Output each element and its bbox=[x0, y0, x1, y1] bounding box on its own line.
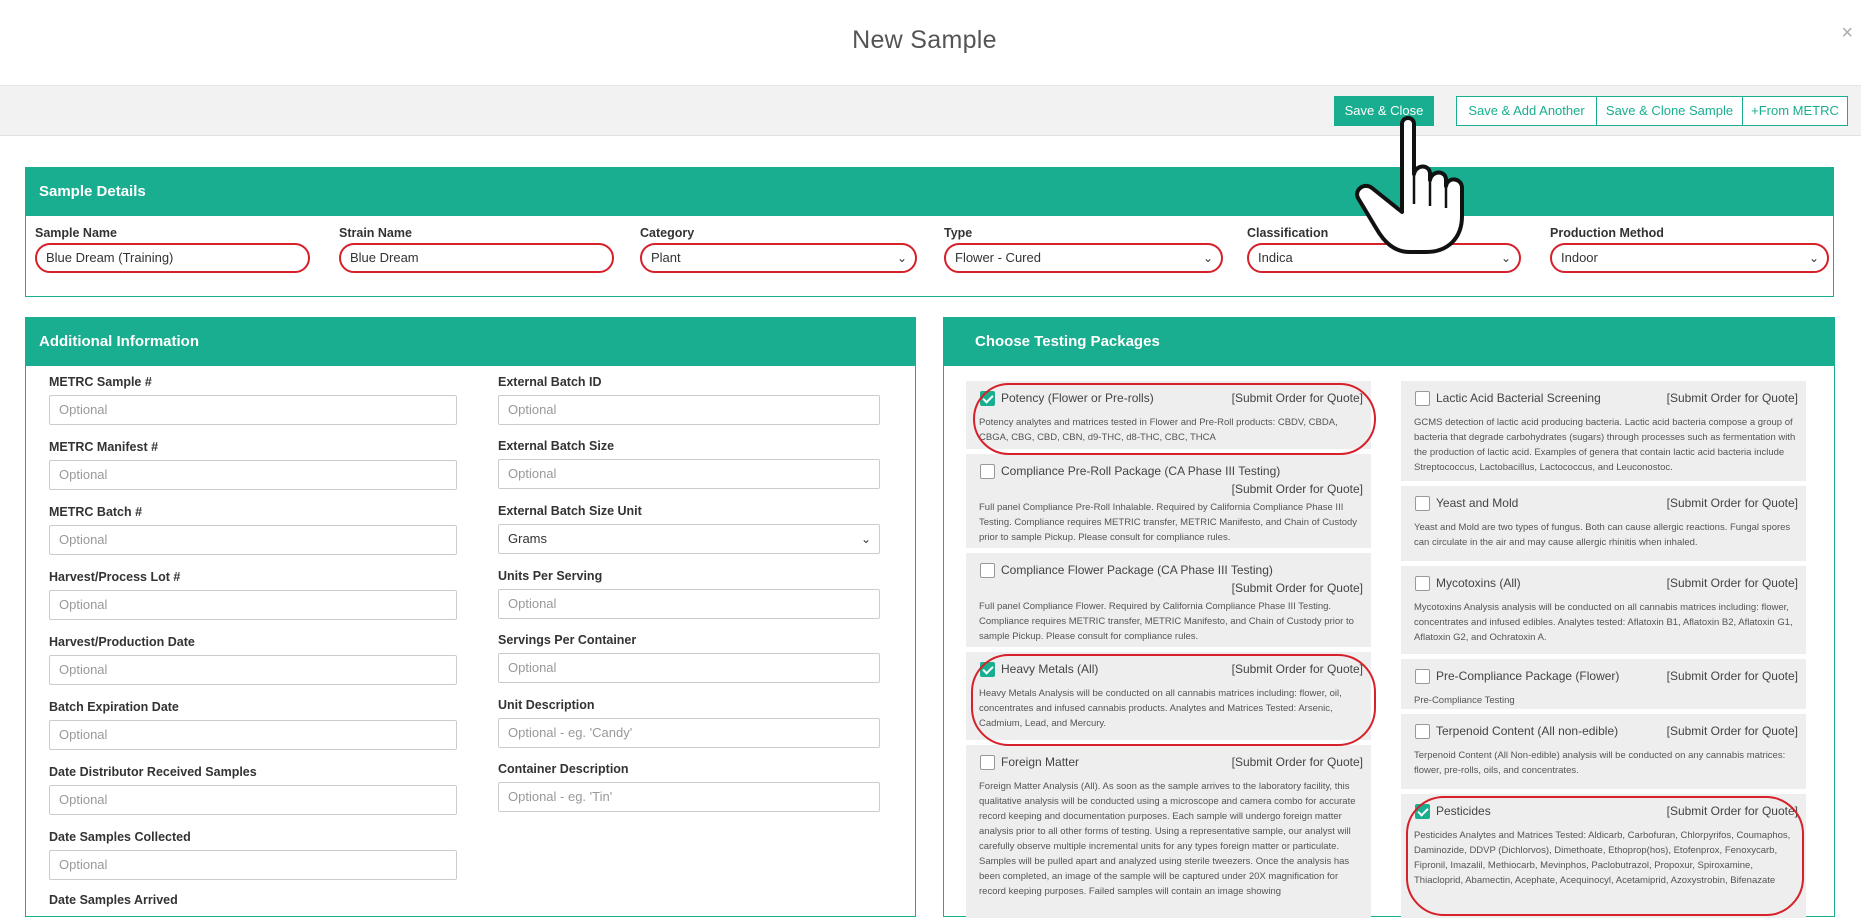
package-description: Foreign Matter Analysis (All). As soon as the sample arrives to the laboratory facility, this qualitative analysis will be conducted using a microscope and camera combo for accurate record keeping and documentation purposes. Each sample will undergo foreign matter analysis prior to all other forms of testing. Using a representative sample, our analyst will carefully observe multiple incremental units for any types foreign matter or particulate. Samples will be pulled apart and analyzed using sterile tweezers. Once the analysis has been completed, an image of the sample will be captured under 20X magnification for record keeping purposes. Failed samples will contain an image showing bbox=[979, 781, 1356, 897]
package-description: Pre-Compliance Testing bbox=[1414, 695, 1515, 706]
package-mycotoxins[interactable] bbox=[1401, 566, 1806, 654]
type-label: Type bbox=[944, 226, 973, 240]
package-description: Full panel Compliance Flower. Required by California Compliance Phase III Testing. Compliance requires METRIC transfer, METRIC Manifesto, and Chain of Custody prior to sample Pickup. Please consult for compliance rules. bbox=[979, 601, 1354, 642]
external-batch-id-input[interactable]: Optional bbox=[498, 395, 880, 425]
modal-header bbox=[0, 0, 1861, 86]
package-checkbox[interactable] bbox=[1415, 724, 1430, 739]
units-per-serving-input[interactable]: Optional bbox=[498, 589, 880, 619]
metrc-sample-input[interactable]: Optional bbox=[49, 395, 457, 425]
chevron-down-icon: ⌄ bbox=[1202, 251, 1213, 265]
external-batch-size-unit-label: External Batch Size Unit bbox=[498, 504, 642, 518]
package-lactic-acid[interactable] bbox=[1401, 381, 1806, 481]
production-method-value: Indoor bbox=[1561, 250, 1598, 265]
hand-pointer-icon bbox=[1352, 112, 1472, 262]
package-compliance-preroll[interactable] bbox=[966, 454, 1371, 548]
package-checkbox[interactable] bbox=[980, 563, 995, 578]
package-title: Compliance Flower Package (CA Phase III Testing) bbox=[1001, 563, 1273, 577]
distributor-received-label: Date Distributor Received Samples bbox=[49, 765, 257, 779]
package-description: Mycotoxins Analysis analysis will be conducted on all cannabis matrices including: flower, concentrates and infused edibles. Analytes tested: Aflatoxin B1, Aflatoxin B2, Aflatoxin G1, Aflatoxin G2, and Ochratoxin A. bbox=[1414, 602, 1793, 643]
package-quote: [Submit Order for Quote] bbox=[1231, 482, 1363, 496]
package-foreign-matter[interactable] bbox=[966, 745, 1371, 918]
package-quote: [Submit Order for Quote] bbox=[1666, 669, 1798, 683]
category-value: Plant bbox=[651, 250, 681, 265]
package-quote: [Submit Order for Quote] bbox=[1666, 496, 1798, 510]
testing-packages-heading: Choose Testing Packages bbox=[944, 318, 1834, 366]
close-icon[interactable]: × bbox=[1841, 22, 1853, 44]
external-batch-size-unit-select[interactable] bbox=[498, 524, 880, 554]
package-checkbox[interactable] bbox=[1415, 576, 1430, 591]
category-label: Category bbox=[640, 226, 695, 240]
samples-collected-input[interactable]: Optional bbox=[49, 850, 457, 880]
samples-arrived-label: Date Samples Arrived bbox=[49, 893, 178, 907]
distributor-received-input[interactable]: Optional bbox=[49, 785, 457, 815]
units-per-serving-label: Units Per Serving bbox=[498, 569, 603, 583]
package-title: Terpenoid Content (All non-edible) bbox=[1436, 724, 1619, 738]
package-potency[interactable] bbox=[966, 381, 1371, 449]
production-method-select[interactable] bbox=[1550, 243, 1829, 273]
package-quote: [Submit Order for Quote] bbox=[1666, 391, 1798, 405]
unit-description-label: Unit Description bbox=[498, 698, 595, 712]
sample-name-label: Sample Name bbox=[35, 226, 117, 240]
package-description: Full panel Compliance Pre-Roll Inhalable. Required by California Compliance Phase III Testing. Compliance requires METRIC transfer, METRIC Manifesto, and Chain of Custody prior to sample Pickup. Please consult for compliance rules. bbox=[979, 502, 1358, 543]
package-checkbox[interactable] bbox=[1415, 669, 1430, 684]
classification-value: Indica bbox=[1258, 250, 1293, 265]
from-metrc-button[interactable]: +From METRC bbox=[1742, 96, 1848, 126]
testing-packages-panel bbox=[943, 317, 1835, 917]
package-quote: [Submit Order for Quote] bbox=[1666, 724, 1798, 738]
container-description-label: Container Description bbox=[498, 762, 629, 776]
samples-collected-label: Date Samples Collected bbox=[49, 830, 191, 844]
additional-information-panel bbox=[25, 317, 916, 917]
package-terpenoid[interactable] bbox=[1401, 714, 1806, 789]
save-add-another-button[interactable]: Save & Add Another bbox=[1456, 96, 1597, 126]
category-select[interactable] bbox=[640, 243, 917, 273]
save-clone-sample-button[interactable]: Save & Clone Sample bbox=[1596, 96, 1743, 126]
save-close-button[interactable]: Save & Close bbox=[1334, 96, 1434, 126]
metrc-batch-label: METRC Batch # bbox=[49, 505, 143, 519]
modal-body bbox=[0, 136, 1861, 907]
unit-description-input[interactable]: Optional - eg. 'Candy' bbox=[498, 718, 880, 748]
package-checkbox[interactable] bbox=[1415, 804, 1430, 819]
package-description: Potency analytes and matrices tested in Flower and Pre-Roll products: CBDV, CBDA, CBGA, CBG, CBD, CBN, d9-THC, d8-THC, CBC, THCA bbox=[979, 417, 1338, 443]
package-heavy-metals[interactable] bbox=[966, 652, 1371, 740]
package-description: GCMS detection of lactic acid producing bacteria. Lactic acid bacteria compose a group of bacteria that degrade carbohydrates (sugars) through processes such as fermentation with the production of lactic acid. Examples of genera that contain lactic acid bacteria include Streptococcus, Lactobacillus, Lactococcus, and Leuconostoc. bbox=[1414, 417, 1796, 473]
package-title: Pre-Compliance Package (Flower) bbox=[1436, 669, 1620, 683]
package-checkbox[interactable] bbox=[1415, 496, 1430, 511]
package-quote: [Submit Order for Quote] bbox=[1231, 391, 1363, 405]
metrc-batch-input[interactable]: Optional bbox=[49, 525, 457, 555]
package-quote: [Submit Order for Quote] bbox=[1231, 662, 1363, 676]
external-batch-size-unit-value: Grams bbox=[508, 531, 547, 546]
package-title: Heavy Metals (All) bbox=[1001, 662, 1099, 676]
production-method-label: Production Method bbox=[1550, 226, 1664, 240]
external-batch-id-label: External Batch ID bbox=[498, 375, 602, 389]
package-description: Terpenoid Content (All Non-edible) analysis will be conducted on any cannabis matrices: flower, pre-rolls, oils, and concentrates. bbox=[1414, 750, 1786, 776]
package-pre-compliance[interactable] bbox=[1401, 659, 1806, 709]
harvest-date-input[interactable]: Optional bbox=[49, 655, 457, 685]
harvest-lot-input[interactable]: Optional bbox=[49, 590, 457, 620]
package-title: Mycotoxins (All) bbox=[1436, 576, 1521, 590]
classification-label: Classification bbox=[1247, 226, 1329, 240]
container-description-input[interactable]: Optional - eg. 'Tin' bbox=[498, 782, 880, 812]
package-title: Lactic Acid Bacterial Screening bbox=[1436, 391, 1601, 405]
package-title: Foreign Matter bbox=[1001, 755, 1080, 769]
strain-name-input[interactable]: Blue Dream bbox=[339, 243, 614, 273]
package-checkbox[interactable] bbox=[1415, 391, 1430, 406]
chevron-down-icon: ⌄ bbox=[1500, 251, 1511, 265]
metrc-manifest-input[interactable]: Optional bbox=[49, 460, 457, 490]
package-title: Yeast and Mold bbox=[1436, 496, 1519, 510]
package-compliance-flower[interactable] bbox=[966, 553, 1371, 647]
type-value: Flower - Cured bbox=[955, 250, 1041, 265]
batch-expiration-label: Batch Expiration Date bbox=[49, 700, 179, 714]
batch-expiration-input[interactable]: Optional bbox=[49, 720, 457, 750]
external-batch-size-label: External Batch Size bbox=[498, 439, 615, 453]
package-checkbox[interactable] bbox=[980, 391, 995, 406]
strain-name-label: Strain Name bbox=[339, 226, 412, 240]
package-yeast-mold[interactable] bbox=[1401, 486, 1806, 561]
chevron-down-icon: ⌄ bbox=[1808, 251, 1819, 265]
modal-title: New Sample bbox=[852, 26, 997, 54]
package-quote: [Submit Order for Quote] bbox=[1231, 581, 1363, 595]
package-quote: [Submit Order for Quote] bbox=[1231, 755, 1363, 769]
servings-per-container-input[interactable]: Optional bbox=[498, 653, 880, 683]
metrc-sample-label: METRC Sample # bbox=[49, 375, 152, 389]
external-batch-size-input[interactable]: Optional bbox=[498, 459, 880, 489]
package-checkbox[interactable] bbox=[980, 662, 995, 677]
additional-information-heading: Additional Information bbox=[26, 318, 915, 366]
type-select[interactable] bbox=[944, 243, 1223, 273]
sample-details-heading: Sample Details bbox=[26, 168, 1833, 216]
chevron-down-icon: ⌄ bbox=[860, 532, 871, 546]
package-title: Potency (Flower or Pre-rolls) bbox=[1001, 391, 1154, 405]
sample-name-input[interactable]: Blue Dream (Training) bbox=[35, 243, 310, 273]
action-toolbar bbox=[0, 86, 1861, 136]
harvest-date-label: Harvest/Production Date bbox=[49, 635, 195, 649]
package-pesticides[interactable] bbox=[1401, 794, 1806, 918]
package-quote: [Submit Order for Quote] bbox=[1666, 804, 1798, 818]
sample-details-panel bbox=[25, 167, 1834, 297]
servings-per-container-label: Servings Per Container bbox=[498, 633, 637, 647]
package-quote: [Submit Order for Quote] bbox=[1666, 576, 1798, 590]
package-description: Heavy Metals Analysis will be conducted on all cannabis matrices including: flower, oil, concentrates and infused cannabis products. Analytes and Matrices Tested: Arsenic, Cadmium, Lead, and Mercury. bbox=[979, 688, 1342, 729]
package-checkbox[interactable] bbox=[980, 755, 995, 770]
chevron-down-icon: ⌄ bbox=[896, 251, 907, 265]
package-title: Pesticides bbox=[1436, 804, 1491, 818]
package-title: Compliance Pre-Roll Package (CA Phase III Testing) bbox=[1001, 464, 1281, 478]
package-checkbox[interactable] bbox=[980, 464, 995, 479]
package-description: Pesticides Analytes and Matrices Tested: Aldicarb, Carbofuran, Chlorpyrifos, Coumaphos, Daminozide, DDVP (Dichlorvos), Dimethoate, Ethoprop(hos), Etofenprox, Fenoxycarb, Fipronil, Imazalil, Methiocarb, Mevinphos, Paclobutrazol, Propoxur, Spiroxamine, Thiacloprid, Abamectin, Acephate, Acequinocyl, Acetamiprid, Azoxystrobin, Bifenazate bbox=[1414, 830, 1791, 886]
metrc-manifest-label: METRC Manifest # bbox=[49, 440, 159, 454]
harvest-lot-label: Harvest/Process Lot # bbox=[49, 570, 181, 584]
package-description: Yeast and Mold are two types of fungus. Both can cause allergic reactions. Fungal spores can circulate in the air and may cause allergic rhinitis when inhaled. bbox=[1414, 522, 1791, 548]
